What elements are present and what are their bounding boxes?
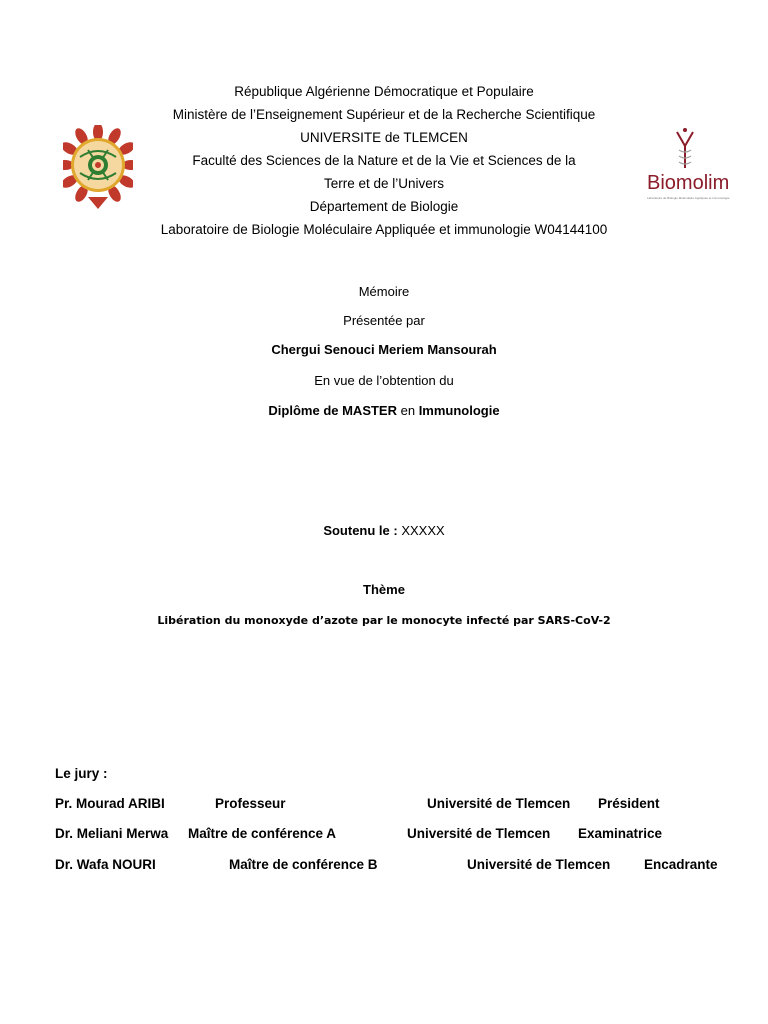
theme-label: Thème (363, 582, 405, 597)
jury-member-name: Pr. Mourad ARIBI (55, 796, 165, 811)
jury-heading: Le jury : (55, 766, 108, 781)
diploma-line (0, 403, 768, 418)
jury-member-role: Président (598, 796, 660, 811)
header-laboratory: Laboratoire de Biologie Moléculaire Appliquée et immunologie W04144100 (160, 222, 608, 237)
jury-member-role: Encadrante (644, 857, 718, 872)
jury-member-grade: Maître de conférence B (229, 857, 378, 872)
author-name: Chergui Senouci Meriem Mansourah (271, 342, 497, 357)
header-department: Département de Biologie (309, 199, 459, 214)
memoire-title: Mémoire (358, 284, 410, 299)
header-faculty: Faculté des Sciences de la Nature et de la Vie et Sciences de la (192, 153, 576, 168)
soutenance-label: Soutenu le : (323, 523, 402, 538)
presented-by: Présentée par (343, 313, 425, 328)
theme-title: Libération du monoxyde d’azote par le monocyte infecté par SARS-CoV-2 (157, 614, 611, 627)
diploma-field: Immunologie (418, 403, 500, 418)
jury-member-name: Dr. Wafa NOURI (55, 857, 156, 872)
jury-member-role: Examinatrice (578, 826, 663, 841)
header-faculty-cont: Terre et de l’Univers (323, 176, 445, 191)
jury-member-institution: Université de Tlemcen (467, 857, 611, 872)
jury-member-institution: Université de Tlemcen (427, 796, 571, 811)
diploma-prefix: Diplôme de MASTER (268, 403, 397, 418)
jury-member-grade: Professeur (215, 796, 286, 811)
soutenance-line (0, 523, 768, 538)
biomolim-subtext: Laboratoire de Biologie Moléculaire Appliquée et Immunologie (647, 196, 730, 200)
diploma-mid: en (397, 403, 419, 418)
header-ministry: Ministère de l’Enseignement Supérieur et de la Recherche Scientifique (172, 107, 596, 122)
jury-member-grade: Maître de conférence A (188, 826, 337, 841)
header-republic: République Algérienne Démocratique et Populaire (234, 84, 534, 99)
header-university: UNIVERSITE de TLEMCEN (300, 130, 468, 145)
jury-member-name: Dr. Meliani Merwa (55, 826, 169, 841)
jury-member-institution: Université de Tlemcen (407, 826, 551, 841)
obtention-line: En vue de l’obtention du (314, 373, 454, 388)
biomolim-wordmark: Biomolim (647, 172, 730, 194)
soutenance-date: XXXXX (401, 523, 445, 538)
